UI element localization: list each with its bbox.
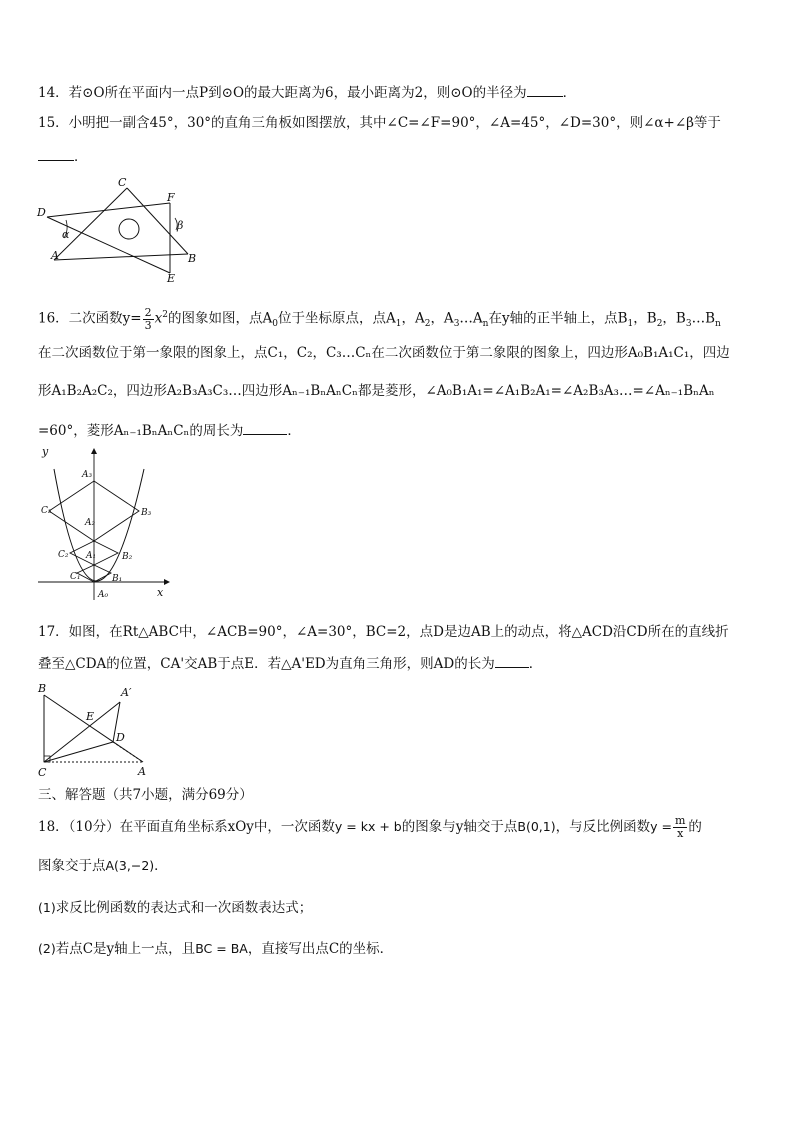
label-A-prime: A′ — [121, 686, 132, 699]
q16-text-g: …A — [459, 310, 483, 327]
question-15 — [38, 113, 756, 133]
label-C3: C₃ — [41, 506, 52, 516]
q18-fraction — [673, 815, 687, 840]
q15-triangle-figure — [36, 172, 206, 284]
part-2-text-a: 若点C是y轴上一点，且 — [55, 941, 196, 957]
q15-text: 15．小明把一副含45°，30°的直角三角板如图摆放，其中∠C=∠F=90°，∠A=45°，∠D=30°，则∠α+∠β等于 — [38, 115, 721, 131]
q16-line4: =60°，菱形Aₙ₋₁BₙAₙCₙ的周长为 — [38, 423, 244, 439]
part-1-text: 求反比例函数的表达式和一次函数表达式； — [55, 900, 313, 916]
q18-line2-b: ． — [154, 858, 168, 874]
label-C2: C₂ — [58, 550, 69, 560]
answer-blank — [243, 420, 287, 435]
var-x: x — [154, 310, 163, 327]
q14-end: ． — [562, 85, 577, 101]
label-D: D — [37, 206, 46, 219]
label-A0: A₀ — [98, 590, 109, 600]
q16-text-e: ，A — [401, 310, 425, 327]
label-A: A — [51, 249, 59, 262]
q18-point-A: A(3,−2) — [105, 858, 155, 873]
label-B: B — [38, 682, 47, 695]
label-A2: A₂ — [85, 518, 96, 528]
fraction-two-thirds — [143, 307, 154, 332]
label-alpha: α — [62, 228, 70, 241]
q16-text-f: ，A — [430, 310, 454, 327]
label-C: C — [38, 766, 47, 779]
q18-text-b: 的图象与y轴交于点 — [401, 819, 518, 835]
question-16-line-4 — [38, 420, 756, 441]
label-E: E — [86, 710, 95, 723]
q17-line1: 17．如图，在Rt△ABC中，∠ACB=90°，∠A=30°，BC=2，点D是边AB上的动点，将△ACD沿CD所在的直线折 — [38, 624, 729, 640]
question-17-line-1 — [38, 622, 756, 642]
label-B1: B₁ — [112, 574, 123, 584]
q17-line2: 叠至△CDA的位置，CA'交AB于点E．若△A'ED为直角三角形，则AD的长为 — [38, 656, 495, 672]
frac-denominator: x — [677, 827, 684, 840]
answer-blank — [527, 82, 563, 97]
q18-line2-a: 图象交于点 — [38, 858, 106, 874]
answer-blank — [495, 653, 529, 668]
q16-text-i: ，B — [633, 310, 657, 327]
label-A: A — [138, 765, 146, 778]
q16-text-c: 的图象如图，点A — [167, 310, 273, 327]
question-18-line-2 — [38, 856, 756, 876]
part-2-number: (2) — [38, 941, 56, 956]
label-C: C — [118, 176, 127, 189]
label-A1: A₁ — [86, 551, 97, 561]
question-16-line-1: 16．二次函数y= $\frac{2}{3}$ $x^2$的图象如图，点$A_0$位于坐标原点，点$A_1$，$A_2$，$A_3\dots A_n$在y轴的正半轴上，点$B_1$，$B_2$，$B_3\dots B_n$ — [38, 305, 721, 332]
label-B2: B₂ — [122, 552, 133, 562]
question-18-line-1 — [38, 815, 756, 840]
q16-text-h: 在y轴的正半轴上，点B — [488, 310, 628, 327]
part-2-equation: BC = BA — [195, 941, 248, 956]
q18-text-d: 的 — [688, 819, 702, 835]
label-A3: A₃ — [82, 470, 93, 480]
q16-line2: 在二次函数位于第一象限的图象上，点C₁，C₂，C₃…Cₙ在二次函数位于第二象限的图象上，四边形A₀B₁A₁C₁，四边 — [38, 345, 730, 361]
q18-point-B: B(0,1) — [517, 819, 556, 834]
question-16-line-3 — [38, 381, 756, 401]
q16-parabola-figure — [36, 445, 171, 603]
label-F: F — [167, 191, 175, 204]
label-B: B — [188, 252, 197, 265]
q16-text-j: ，B — [662, 310, 686, 327]
question-17-line-2 — [38, 653, 756, 674]
question-14 — [38, 82, 756, 103]
question-15-blank-line — [38, 146, 756, 167]
label-x-axis: x — [157, 586, 164, 599]
q18-linear-eq: y = kx + b — [334, 819, 402, 834]
frac-numerator: 2 — [144, 305, 152, 319]
part-2-text-b: ，直接写出点C的坐标． — [247, 941, 394, 957]
question-18-part-1 — [38, 898, 756, 918]
q18-text-a: 18．（10分）在平面直角坐标系xOy中，一次函数 — [38, 819, 335, 835]
q16-text-k: …B — [691, 310, 715, 327]
frac-denominator: 3 — [144, 318, 152, 332]
q15-end: ． — [74, 149, 88, 165]
q16-line3: 形A₁B₂A₂C₂，四边形A₂B₃A₃C₃…四边形Aₙ₋₁BₙAₙCₙ都是菱形，∠A₀B₁A₁=∠A₁B₂A₁=∠A₂B₃A₃…=∠Aₙ₋₁BₙAₙ — [38, 383, 715, 399]
answer-blank — [38, 146, 74, 161]
label-C1: C₁ — [70, 572, 81, 582]
question-18-part-2 — [38, 939, 756, 959]
label-B3: B₃ — [141, 508, 152, 518]
label-y-axis: y — [42, 445, 49, 458]
label-E: E — [167, 272, 176, 284]
q17-triangle-figure — [36, 680, 156, 780]
question-16-line-2 — [38, 343, 756, 363]
label-beta: β — [177, 219, 184, 232]
label-D: D — [116, 731, 125, 744]
q18-inverse-eq-left: y = — [650, 819, 672, 834]
q16-end: ． — [287, 423, 301, 439]
section-heading: 三、解答题（共7小题，满分69分） — [38, 787, 253, 803]
q14-text: 14．若⊙O所在平面内一点P到⊙O的最大距离为6，最小距离为2，则⊙O的半径为 — [38, 85, 527, 101]
q17-end: ． — [528, 656, 543, 672]
q16-text-d: 位于坐标原点，点A — [277, 310, 396, 327]
q16-text-a: 16．二次函数y= — [38, 310, 142, 327]
frac-numerator: m — [674, 814, 686, 827]
q18-text-c: ，与反比例函数 — [555, 819, 651, 835]
part-1-number: (1) — [38, 900, 56, 915]
